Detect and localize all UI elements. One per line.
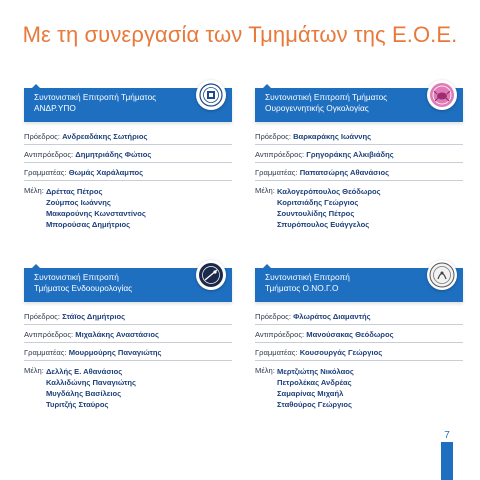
- header-line-2: Τμήματος Ενδοουρολογίας: [34, 282, 133, 293]
- president-row: [255, 310, 463, 325]
- member-name: Σαμαρίνας Μιχαήλ: [276, 389, 344, 398]
- page-title: Με τη συνεργασία των Τμημάτων της Ε.Ο.Ε.: [22, 22, 458, 47]
- members-row: [255, 184, 463, 232]
- secretary-name: Μουρμούρης Παναγιώτης: [68, 348, 162, 357]
- president-name: Στάϊος Δημήτριος: [62, 312, 126, 321]
- member-name: Τυριτζής Σταύρος: [45, 400, 109, 409]
- president-row: [255, 130, 463, 145]
- secretary-row: [255, 166, 463, 181]
- header-line-1: Συντονιστική Επιτροπή: [265, 272, 350, 282]
- secretary-label: Γραμματέας:: [255, 168, 298, 177]
- president-label: Πρόεδρος:: [255, 312, 291, 321]
- member-name: Κοριτσιάδης Γεώργιος: [276, 198, 359, 207]
- member-name: Μερτζιώτης Νικόλαος: [276, 367, 354, 376]
- endourology-logo-icon: [196, 260, 226, 290]
- header-line-2: Τμήματος Ο.ΝΟ.Γ.Ο: [265, 282, 339, 293]
- page-number: 7: [444, 430, 450, 441]
- secretary-name: Θωμάς Χαράλαμπος: [68, 168, 144, 177]
- committee-card-andrology: [24, 88, 232, 235]
- header-line-1: Συντονιστική Επιτροπή Τμήματος: [34, 92, 157, 102]
- members-row: [24, 364, 232, 412]
- vice-president-row: [24, 148, 232, 163]
- page-number-bar: [441, 442, 453, 480]
- uro-oncology-logo-icon: [427, 80, 457, 110]
- member-name: Μυγδάλης Βασίλειος: [45, 389, 122, 398]
- vice-president-label: Αντιπρόεδρος:: [255, 330, 305, 339]
- member-name: Σουντουλίδης Πέτρος: [276, 209, 355, 218]
- member-name: Καλογερόπουλος Θεόδωρος: [276, 187, 381, 196]
- committee-card-endourology: [24, 268, 232, 415]
- member-name: Ζούμπος Ιωάννης: [45, 198, 111, 207]
- committee-card-uro-oncology: [255, 88, 463, 235]
- vice-president-label: Αντιπρόεδρος:: [24, 330, 74, 339]
- president-label: Πρόεδρος:: [255, 132, 291, 141]
- secretary-row: [255, 346, 463, 361]
- member-name: Σταθούρος Γεώργιος: [276, 400, 353, 409]
- header-line-1: Συντονιστική Επιτροπή Τμήματος: [265, 92, 388, 102]
- president-label: Πρόεδρος:: [24, 132, 60, 141]
- members-label: Μέλη:: [255, 366, 275, 375]
- andrology-logo-icon: [196, 80, 226, 110]
- secretary-label: Γραμματέας:: [24, 168, 67, 177]
- secretary-row: [24, 166, 232, 181]
- president-name: Ανδρεαδάκης Σωτήριος: [62, 132, 148, 141]
- header-line-2: Ουρογεννητικής Ογκολογίας: [265, 102, 369, 113]
- vice-president-name: Γρηγοράκης Αλκιβιάδης: [306, 150, 394, 159]
- committee-card-onogo: [255, 268, 463, 415]
- president-row: [24, 310, 232, 325]
- card-header: [255, 268, 463, 302]
- vice-president-name: Μανούσακας Θεόδωρος: [306, 330, 394, 339]
- vice-president-name: Μιχαλάκης Αναστάσιος: [75, 330, 159, 339]
- card-header: [255, 88, 463, 122]
- members-row: [24, 184, 232, 232]
- member-name: Μακαρούνης Κωνσταντίνος: [45, 209, 146, 218]
- secretary-label: Γραμματέας:: [255, 348, 298, 357]
- vice-president-row: [24, 328, 232, 343]
- president-name: Βαρκαράκης Ιωάννης: [293, 132, 372, 141]
- member-name: Δρέττας Πέτρος: [45, 187, 103, 196]
- secretary-name: Παπατσώρης Αθανάσιος: [299, 168, 390, 177]
- vice-president-name: Δημητριάδης Φώτιος: [75, 150, 152, 159]
- secretary-row: [24, 346, 232, 361]
- secretary-label: Γραμματέας:: [24, 348, 67, 357]
- member-name: Δελλής Ε. Αθανάσιος: [45, 367, 123, 376]
- card-header: [24, 88, 232, 122]
- onogo-logo-icon: [427, 260, 457, 290]
- president-row: [24, 130, 232, 145]
- president-label: Πρόεδρος:: [24, 312, 60, 321]
- vice-president-row: [255, 148, 463, 163]
- vice-president-label: Αντιπρόεδρος:: [255, 150, 305, 159]
- member-name: Μπορούσας Δημήτριος: [45, 220, 131, 229]
- president-name: Φλωράτος Διαμαντής: [293, 312, 371, 321]
- member-name: Καλλιδώνης Παναγιώτης: [45, 378, 136, 387]
- vice-president-row: [255, 328, 463, 343]
- header-line-2: ΑΝΔΡ.ΥΠΟ: [34, 102, 76, 113]
- header-line-1: Συντονιστική Επιτροπή: [34, 272, 119, 282]
- member-name: Πετρολέκας Ανδρέας: [276, 378, 352, 387]
- members-label: Μέλη:: [24, 186, 44, 195]
- members-row: [255, 364, 463, 412]
- vice-president-label: Αντιπρόεδρος:: [24, 150, 74, 159]
- member-name: Σπυρόπουλος Ευάγγελος: [276, 220, 370, 229]
- card-header: [24, 268, 232, 302]
- members-label: Μέλη:: [24, 366, 44, 375]
- secretary-name: Κουσουργάς Γεώργιος: [299, 348, 383, 357]
- members-label: Μέλη:: [255, 186, 275, 195]
